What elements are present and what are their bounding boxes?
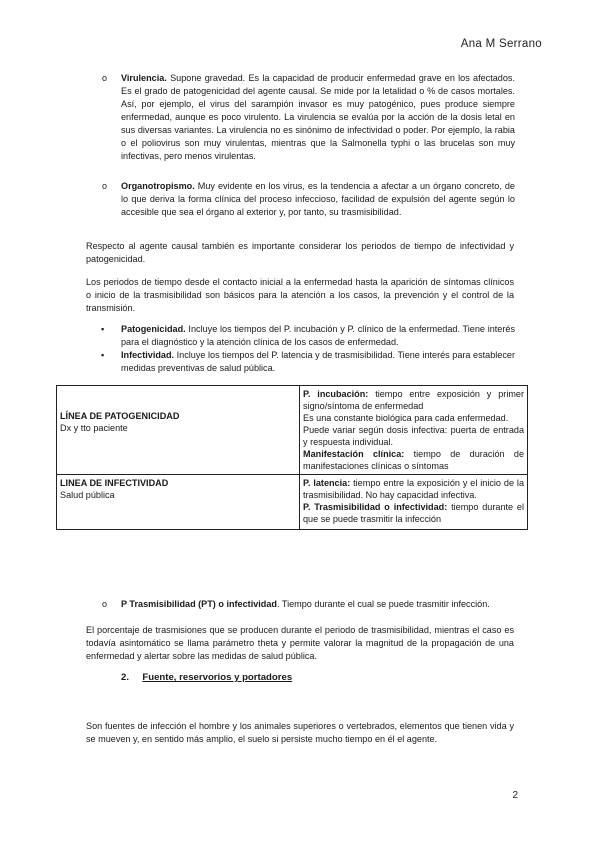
- row-subtitle: Salud pública: [60, 490, 115, 500]
- bullet-patogenicidad: [101, 323, 515, 349]
- table-cell-incubacion: [300, 386, 528, 475]
- square-bullet-icon: ▪: [101, 324, 105, 334]
- variar-line: Puede variar según dosis infectiva: puerta de entrada y respuesta individual.: [303, 425, 524, 447]
- bullet-trasmisibilidad: [102, 598, 515, 611]
- term: P. latencia:: [303, 478, 351, 488]
- section-title: Fuente, reservorios y portadores: [142, 672, 293, 683]
- bullet-marker: o: [102, 73, 108, 83]
- section-number: 2.: [121, 672, 130, 683]
- header-author: Ana M Serrano: [460, 38, 542, 50]
- term: P. Trasmisibilidad o infectividad:: [303, 502, 448, 512]
- table-cell-infectividad: [57, 475, 300, 530]
- bullet-text: Supone gravedad. Es la capacidad de producir enfermedad grave en los afectados. Es el grado de patogenicidad del agente causal. Se mide por la letalidad o % de casos mortales. Así, por ejemplo, el virus del sarampión invasor es muy patogénico, pues produce siempre enfermedad, aunque es poco virulento. La virulencia se evalúa por la acción de la dosis letal en sus diversas variantes. La virulencia no es sinónimo de infectividad o poder. Por ejemplo, la rabia o el poliovirus son muy virulentas, mientras que la Salmonella typhi o las brucelas son muy infectivas, pero menos virulentas.: [121, 73, 515, 161]
- bullet-marker: o: [102, 599, 108, 609]
- bullet-text: Muy evidente en los virus, es la tendencia a afectar a un órgano concreto, de lo que deriva la forma clínica del proceso infeccioso, facilidad de expulsión del agente según lo accesible que sea el órgano al exterior y, por tanto, su trasmisibilidad.: [121, 181, 515, 217]
- paragraph-fuentes: Son fuentes de infección el hombre y los animales superiores o vertebrados, elementos que tienen vida y se mueven y, en sentido más amplio, el suelo si persiste mucho tiempo en él el agente.: [86, 721, 514, 744]
- term-text: tiempo entre la exposición y el inicio de la trasmisibilidad. No hay capacidad infectiva.: [303, 478, 524, 500]
- term: Manifestación clínica:: [303, 449, 405, 459]
- section-heading: [121, 672, 292, 683]
- bullet-virulencia: [102, 72, 515, 163]
- term: P. incubación:: [303, 389, 369, 399]
- term-text: tiempo entre exposición y primer signo/síntoma de enfermedad: [303, 389, 524, 411]
- row-title: LÍNEA DE PATOGENICIDAD: [60, 411, 180, 421]
- bullet-text: Incluye los tiempos del P. latencia y de trasmisibilidad. Tiene interés para establecer medidas preventivas de salud pública.: [121, 350, 515, 373]
- bullet-text: . Tiempo durante el cual se puede trasmitir infección.: [276, 599, 490, 609]
- manifestacion-line: [303, 448, 524, 472]
- bullet-term: Infectividad.: [121, 350, 175, 360]
- row-subtitle: Dx y tto paciente: [60, 423, 128, 433]
- table-cell-patogenicidad: [57, 386, 300, 475]
- bullet-organotropismo: [102, 180, 515, 219]
- table-cell-latencia: [300, 475, 528, 530]
- trasmisibilidad-line: [303, 501, 524, 525]
- bullet-term: P Trasmisibilidad (PT) o infectividad: [121, 599, 277, 609]
- bullet-term: Virulencia.: [121, 73, 167, 83]
- paragraph-periodos: Los periodos de tiempo desde el contacto inicial a la enfermedad hasta la aparición de síntomas clínicos o inicio de la trasmisibilidad son básicos para la atención a los casos, la prevención y el control de la transmisión.: [86, 277, 514, 313]
- bullet-term: Patogenicidad.: [121, 324, 186, 334]
- incubacion-line: [303, 388, 524, 412]
- page-number: 2: [512, 790, 518, 801]
- bullet-marker: o: [102, 181, 108, 191]
- bullet-text: Incluye los tiempos del P. incubación y P. clínico de la enfermedad. Tiene interés para el diagnóstico y la atención clínica de los casos de enfermedad.: [121, 324, 515, 347]
- bullet-term: Organotropismo.: [121, 181, 195, 191]
- row-title: LINEA DE INFECTIVIDAD: [60, 478, 169, 488]
- square-bullet-icon: ▪: [101, 350, 105, 360]
- table-row: [57, 386, 528, 475]
- term-text: tiempo durante el que se puede trasmitir la infección: [303, 502, 524, 524]
- latencia-line: [303, 477, 524, 501]
- constante-line: Es una constante biológica para cada enfermedad.: [303, 413, 509, 423]
- periods-table: [56, 385, 528, 530]
- term-text: tiempo de duración de manifestaciones clínicas o síntomas: [303, 449, 524, 471]
- table-row: [57, 475, 528, 530]
- paragraph-porcentaje: El porcentaje de trasmisiones que se producen durante el periodo de trasmisibilidad, mientras el caso es todavía asintomático se llama parámetro theta y permite valorar la magnitud de la propagación de una enfermedad y alertar sobre las medidas de salud pública.: [86, 625, 514, 661]
- bullet-infectividad: [101, 349, 515, 375]
- paragraph-respecto: Respecto al agente causal también es importante considerar los periodos de tiempo de infectividad y patogenicidad.: [86, 241, 514, 264]
